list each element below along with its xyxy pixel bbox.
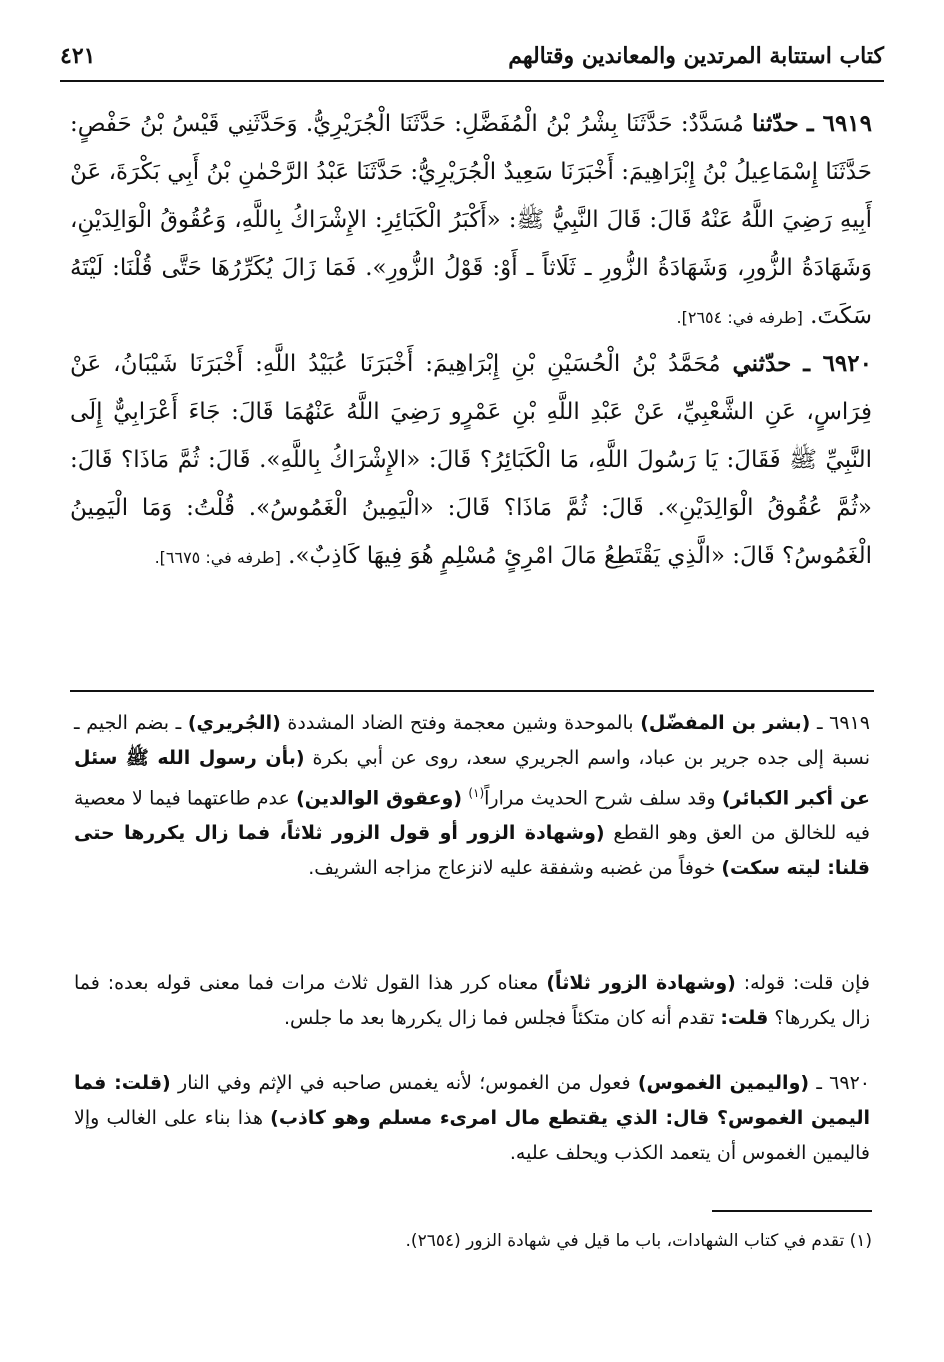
header-rule: [60, 80, 884, 82]
page-number: ٤٢١: [60, 43, 96, 69]
bold-phrase: (قلت: فما اليمين الغموس؟ قال: الذي يقتطع مال امرىء مسلم وهو كاذب): [74, 1072, 870, 1129]
bold-phrase: (واليمين الغموس): [637, 1072, 810, 1094]
commentary-text: معناه كرر هذا القول ثلاث مرات فما معنى قوله بعده: فما زال يكررها؟: [74, 972, 870, 1029]
page-header: [60, 36, 884, 76]
hadith-6920: [70, 340, 872, 582]
hadith-6919: [70, 100, 872, 342]
bold-phrase: (وشهادة الزور ثلاثاً): [546, 972, 736, 994]
hadith-cross-reference: [طرفه في: ٦٦٧٥].: [154, 548, 281, 567]
hadith-text: مُسَدَّدٌ: حَدَّثَنَا بِشْرُ بْنُ الْمُفَضَّلِ: حَدَّثَنَا الْجُرَيْرِيُّ. وَحَدَّثَنِي قَيْسُ بْنُ حَفْصٍ: حَدَّثَنَا إِسْمَاعِيلُ بْنُ إِبْرَاهِيمَ: أَخْبَرَنَا سَعِيدٌ الْجُرَيْرِيُّ: حَدَّثَنَا عَبْدُ الرَّحْمٰنِ بْنُ أَبِي بَكْرَةَ، عَنْ أَبِيهِ رَضِيَ اللَّهُ عَنْهُ قَالَ: قَالَ النَّبِيُّ ﷺ: «أَكْبَرُ الْكَبَائِرِ: الإِشْرَاكُ بِاللَّهِ، وَعُقُوقُ الْوَالِدَيْنِ، وَشَهَادَةُ الزُّورِ، وَشَهَادَةُ الزُّورِ ـ ثَلَاثاً ـ أَوْ: قَوْلُ الزُّورِ». فَمَا زَالَ يُكَرِّرُهَا حَتَّى قُلْنَا: لَيْتَهُ سَكَتَ.: [70, 111, 872, 329]
bold-phrase: (وعقوق الوالدين): [296, 787, 463, 810]
hadith-lead: حدّثنا: [752, 110, 799, 137]
commentary-text: هذا بناء على الغالب وإلا فاليمين الغموس أن يتعمد الكذب ويحلف عليه.: [74, 1107, 870, 1164]
commentary-6919: [74, 706, 870, 886]
running-title: كتاب استتابة المرتدين والمعاندين وقتالهم: [508, 43, 884, 69]
commentary-text: وقد سلف شرح الحديث مراراً: [484, 787, 722, 810]
hadith-lead: حدّثني: [732, 350, 792, 377]
commentary-text: فعول من الغموس؛ لأنه يغمس صاحبه في الإثم وفي النار: [170, 1072, 638, 1094]
hadith-text: مُحَمَّدُ بْنُ الْحُسَيْنِ بْنِ إِبْرَاهِيمَ: أَخْبَرَنَا عُبَيْدُ اللَّهِ: أَخْبَرَنَا شَيْبَانُ، عَنْ فِرَاسٍ، عَنِ الشَّعْبِيِّ، عَنْ عَبْدِ اللَّهِ بْنِ عَمْرٍو رَضِيَ اللَّهُ عَنْهُمَا قَالَ: جَاءَ أَعْرَابِيٌّ إِلَى النَّبِيِّ ﷺ فَقَالَ: يَا رَسُولَ اللَّهِ، مَا الْكَبَائِرُ؟ قَالَ: «الإِشْرَاكُ بِاللَّهِ». قَالَ: ثُمَّ مَاذَا؟ قَالَ: «ثُمَّ عُقُوقُ الْوَالِدَيْنِ». قَالَ: ثُمَّ مَاذَا؟ قَالَ: «الْيَمِينُ الْغَمُوسُ». قُلْتُ: وَمَا الْيَمِينُ الْغَمُوسُ؟ قَالَ: «الَّذِي يَقْتَطِعُ مَالَ امْرِئٍ مُسْلِمٍ هُوَ فِيهَا كَاذِبٌ».: [70, 351, 872, 569]
commentary-text: بالموحدة وشين معجمة وفتح الضاد المشددة: [280, 712, 641, 734]
commentary-text: خوفاً من غضبه وشفقة عليه لانزعاج مزاجه الشريف.: [308, 857, 722, 880]
footnote: (١) تقدم في كتاب الشهادات، باب ما قيل في شهادة الزور (٢٦٥٤).: [405, 1231, 872, 1251]
footnote-rule: [712, 1210, 872, 1212]
bold-phrase: (بشر بن المفضّل): [640, 712, 811, 734]
commentary-question: [74, 966, 870, 1036]
hadith-number: ٦٩١٩ ـ: [806, 110, 873, 137]
footnote-marker: (١): [468, 786, 485, 800]
bold-phrase: (بأن رسول الله ﷺ سئل عن أكبر الكبائر): [74, 747, 870, 810]
bold-phrase: قلت:: [720, 1007, 769, 1029]
commentary-text: تقدم أنه كان متكئاً فجلس فما زال يكررها بعد ما جلس.: [283, 1007, 721, 1029]
hadith-cross-reference: [طرفه في: ٢٦٥٤].: [676, 308, 803, 327]
bold-phrase: (وشهادة الزور أو قول الزور ثلاثاً، فما زال يكررها حتى قلنا: ليته سكت): [74, 822, 870, 880]
commentary-text: ٦٩١٩ ـ: [810, 712, 870, 734]
commentary-6920: [74, 1066, 870, 1171]
commentary-text: فإن قلت: قوله:: [735, 972, 871, 994]
commentary-text: ٦٩٢٠ ـ: [809, 1072, 870, 1094]
bold-phrase: (الجُريري): [187, 712, 281, 734]
commentary-text: ـ بضم الجيم ـ نسبة إلى جده جرير بن عباد، واسم الجريري سعد، روى عن أبي بكرة: [74, 712, 870, 769]
commentary-divider: [70, 690, 874, 692]
commentary-text: عدم طاعتهما فيما لا معصية فيه للخالق من العق وهو القطع: [74, 787, 870, 845]
hadith-number: ٦٩٢٠ ـ: [803, 350, 872, 377]
